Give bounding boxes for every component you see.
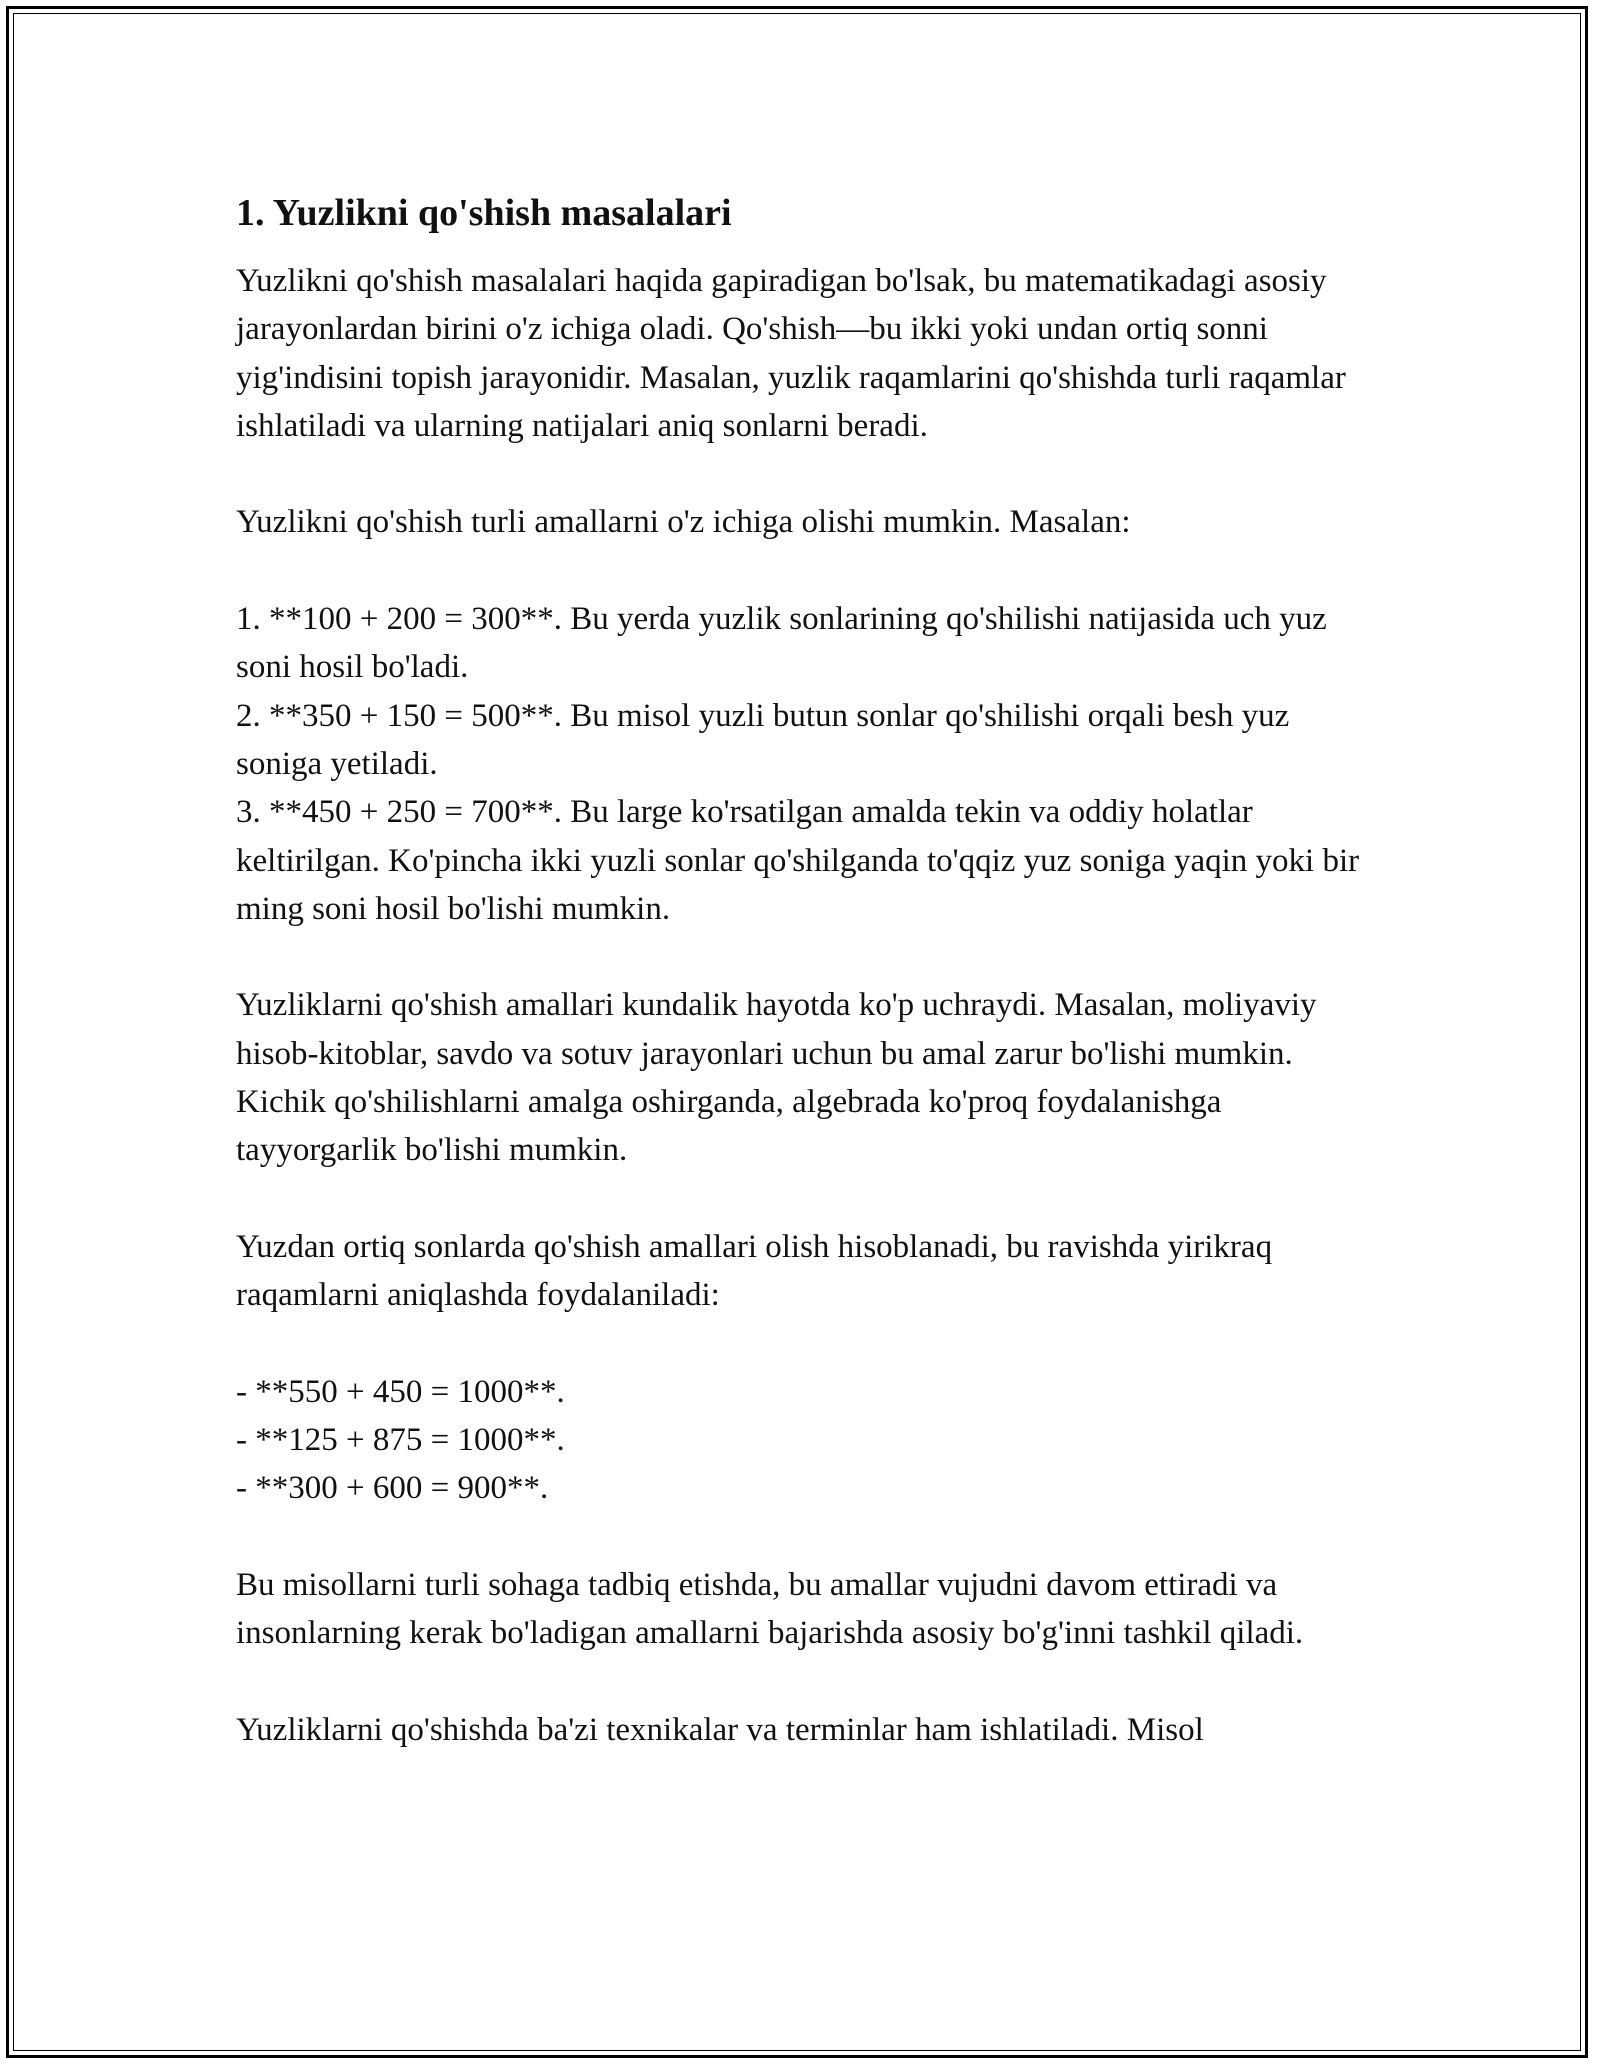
paragraph-gap: [236, 933, 1376, 981]
paragraph-large-numbers: Yuzdan ortiq sonlarda qo'shish amallari olish hisoblanadi, bu ravishda yirikraq raqamlarni aniqlashda foydalaniladi:: [236, 1228, 1281, 1314]
paragraph-daily-life: Yuzliklarni qo'shish amallari kundalik hayotda ko'p uchraydi. Masalan, moliyaviy hisob-kitoblar, savdo va sotuv jarayonlari uchun bu amal zarur bo'lishi mumkin. Kichik qo'shilishlarni amalga oshirganda, algebrada ko'proq foydalanishga tayyorgarlik bo'lishi mumkin.: [236, 987, 1325, 1169]
paragraph-examples-lead: Yuzlikni qo'shish turli amallarni o'z ichiga olishi mumkin. Masalan:: [236, 504, 1131, 541]
paragraph-intro: Yuzlikni qo'shish masalalari haqida gapiradigan bo'lsak, bu matematikadagi asosiy jarayonlardan birini o'z ichiga oladi. Qo'shish—bu ikki yoki undan ortiq sonni yig'indisini topish jarayonidir. Masalan, yuzlik raqamlarini qo'shishda turli raqamlar ishlatiladi va ularning natijalari aniq sonlarni beradi.: [236, 263, 1355, 444]
paragraph-gap: [236, 1658, 1376, 1706]
document-title: 1. Yuzlikni qo'shish masalalari: [236, 192, 732, 234]
paragraph-gap: [236, 450, 1376, 498]
paragraph-gap: [236, 1513, 1376, 1561]
document-body: [236, 183, 1376, 1754]
paragraph-applications: Bu misollarni turli sohaga tadbiq etishda, bu amallar vujudni davom ettiradi va insonlarning kerak bo'ladigan amallarni bajarishda asosiy bo'g'inni tashkil qiladi.: [236, 1567, 1304, 1652]
bulleted-examples-list: - **550 + 450 = 1000**. - **125 + 875 = 1000**. - **300 + 600 = 900**.: [236, 1373, 565, 1507]
paragraph-gap: [236, 1175, 1376, 1223]
paragraph-gap: [236, 547, 1376, 595]
numbered-examples-list: 1. **100 + 200 = 300**. Bu yerda yuzlik sonlarining qo'shilishi natijasida uch yuz soni hosil bo'ladi. 2. **350 + 150 = 500**. Bu misol yuzli butun sonlar qo'shilishi orqali besh yuz soniga yetiladi. 3. **450 + 250 = 700**. Bu large ko'rsatilgan amalda tekin va oddiy holatlar keltirilgan. Ko'pincha ikki yuzli sonlar qo'shilganda to'qqiz yuz soniga yaqin yoki bir ming soni hosil bo'lishi mumkin.: [236, 601, 1360, 927]
paragraph-techniques: Yuzliklarni qo'shishda ba'zi texnikalar va terminlar ham ishlatiladi. Misol: [236, 1711, 1204, 1748]
paragraph-gap: [236, 1320, 1376, 1368]
